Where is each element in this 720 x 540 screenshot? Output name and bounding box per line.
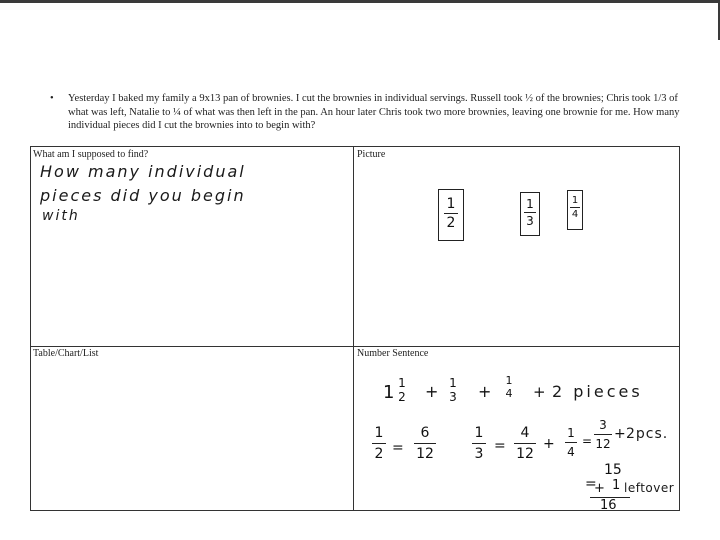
picture-box-half-num: 1 [446, 196, 456, 212]
fraction-den: 4 [505, 387, 513, 400]
fraction-num: 1 [567, 426, 575, 440]
find-answer-line-2: pieces did you begin [40, 186, 246, 205]
plus-sign: + [614, 426, 626, 442]
grid-divider-horizontal [31, 346, 679, 347]
equals-sign: = [494, 438, 506, 454]
two-pieces-text: 2 pieces [552, 382, 643, 401]
fraction-bar [565, 442, 577, 443]
fraction-bar [472, 443, 486, 444]
fraction-den: 12 [595, 437, 611, 452]
find-answer-line-3: with [42, 208, 80, 224]
fraction-quarter [565, 426, 577, 459]
picture-box-third-den: 3 [526, 214, 534, 229]
leftover-one: 1 [612, 478, 621, 493]
fraction-bar [514, 443, 536, 444]
fraction-six-twelfths [414, 425, 436, 462]
table-label: Table/Chart/List [33, 348, 99, 359]
picture-box-half [438, 189, 464, 241]
picture-box-quarter-num: 1 [571, 195, 579, 206]
fraction-third [447, 376, 459, 404]
fraction-bar [524, 212, 536, 213]
fraction-bar [594, 434, 612, 435]
fraction-num: 4 [520, 425, 530, 441]
bullet: • [50, 93, 54, 104]
fraction-bar [414, 443, 436, 444]
fraction-third [472, 425, 486, 462]
fraction-den: 2 [374, 446, 384, 463]
find-answer-line-1: How many individual [40, 162, 246, 181]
fraction-three-twelfths [594, 418, 612, 451]
picture-label: Picture [357, 149, 386, 160]
plus-sign: + [533, 383, 546, 401]
whole-number: 1 [383, 382, 395, 403]
fraction-den: 4 [567, 445, 575, 460]
find-label: What am I supposed to find? [33, 149, 149, 160]
equals-sign: = [585, 476, 597, 492]
total-sixteen: 16 [600, 498, 617, 513]
fraction-den: 2 [398, 390, 406, 404]
fraction-bar [372, 443, 386, 444]
fraction-half [396, 376, 408, 404]
two-pcs-text: 2pcs. [626, 426, 669, 442]
fraction-num: 1 [374, 425, 384, 441]
fraction-num: 1 [449, 376, 457, 390]
fraction-num: 3 [599, 418, 607, 432]
picture-box-third-num: 1 [526, 197, 534, 211]
picture-box-quarter-den: 4 [571, 209, 579, 221]
picture-box-third [520, 192, 540, 236]
fraction-bar [570, 207, 580, 208]
fraction-num: 1 [398, 376, 406, 390]
fraction-den: 3 [449, 390, 457, 404]
problem-text: Yesterday I baked my family a 9x13 pan of brownies. I cut the brownies in individual servings. Russell took ½ of the brownies; Chris took 1/3 of what was left, Natalie to ¼ of what was then left in the pan. An hour later Chris took two more brownies, leaving one brownie for me. How many individual pieces did I cut the brownies into to begin with? [68, 93, 680, 131]
equals-sign: = [582, 434, 593, 448]
picture-box-half-den: 2 [446, 215, 456, 232]
fraction-quarter [503, 374, 515, 400]
plus-sign: + [543, 436, 555, 452]
fraction-num: 1 [474, 425, 484, 441]
picture-box-quarter [567, 190, 583, 230]
plus-sign: + [478, 382, 492, 401]
fraction-half [372, 425, 386, 462]
fraction-bar [444, 213, 458, 214]
leftover-note: leftover [624, 481, 675, 495]
top-border [0, 0, 720, 3]
fraction-num: 1 [505, 374, 513, 387]
grid-divider-vertical [353, 147, 354, 510]
fraction-den: 12 [516, 446, 534, 463]
fraction-four-twelfths [514, 425, 536, 462]
fraction-num: 6 [420, 425, 430, 441]
number-sentence-label: Number Sentence [357, 348, 429, 359]
plus-sign: + [425, 382, 439, 401]
plus-sign: + [594, 481, 605, 496]
total-fifteen: 15 [604, 462, 622, 478]
fraction-den: 12 [416, 446, 434, 463]
equals-sign: = [392, 440, 404, 456]
fraction-den: 3 [474, 446, 484, 463]
